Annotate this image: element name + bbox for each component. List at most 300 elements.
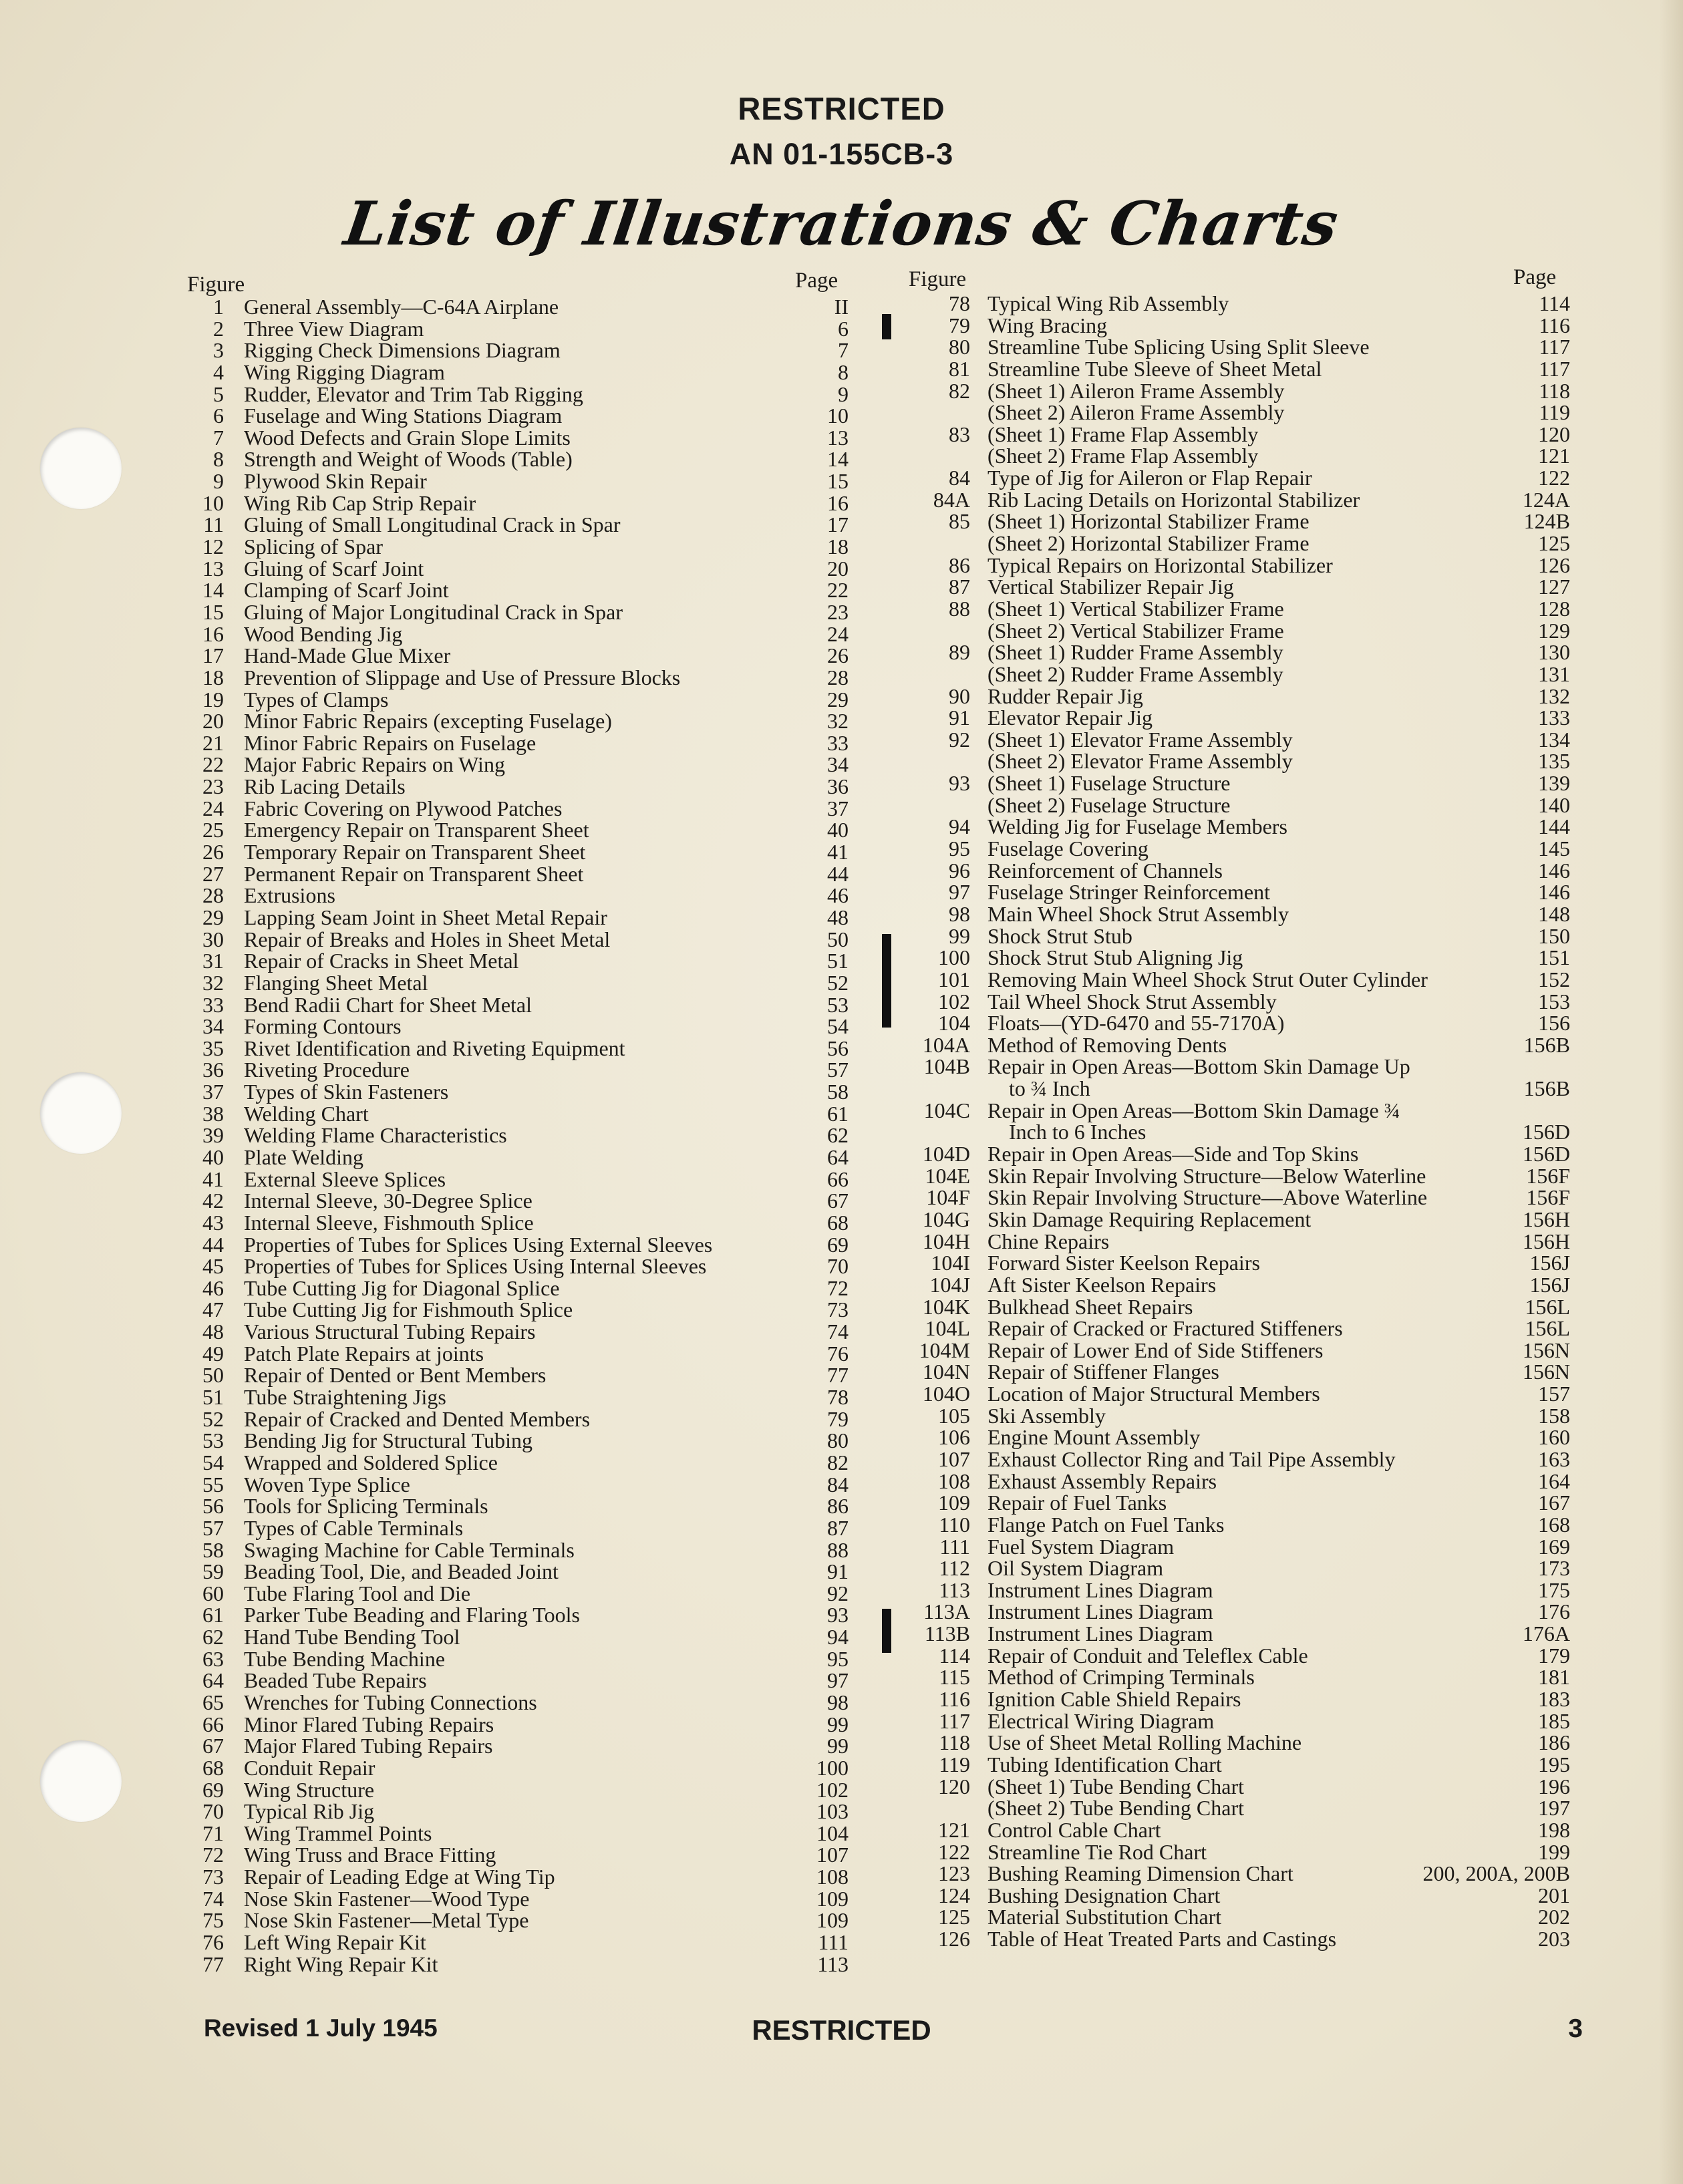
page-reference: 29 <box>827 687 849 712</box>
figure-title: Gluing of Scarf Joint <box>244 556 424 581</box>
figure-title: Welding Flame Characteristics <box>244 1123 507 1148</box>
figure-title: Fuel System Diagram <box>987 1534 1175 1559</box>
page-reference: 156F <box>1526 1163 1570 1188</box>
page-reference: 8 <box>838 359 849 384</box>
page-reference: 195 <box>1538 1752 1570 1776</box>
figure-number: 104C <box>923 1098 970 1122</box>
figure-number: 71 <box>202 1821 224 1845</box>
figure-title: Major Flared Tubing Repairs <box>244 1734 493 1758</box>
page-edge-shadow <box>1659 0 1683 2184</box>
figure-number: 70 <box>202 1799 224 1824</box>
list-item <box>164 1255 849 1277</box>
figure-title: Minor Flared Tubing Repairs <box>244 1712 494 1736</box>
page-reference: 46 <box>827 883 849 908</box>
figure-title: (Sheet 1) Vertical Stabilizer Frame <box>987 596 1284 621</box>
figure-title: Electrical Wiring Diagram <box>987 1708 1215 1733</box>
figure-title: Bushing Reaming Dimension Chart <box>987 1861 1293 1886</box>
list-item <box>164 339 849 361</box>
left-figure-column-header: Figure <box>187 273 245 297</box>
figure-title: Location of Major Structural Members <box>987 1382 1320 1406</box>
list-item <box>164 1343 849 1365</box>
figure-title: Reinforcement of Channels <box>987 858 1223 883</box>
binder-hole-middle <box>40 1072 122 1154</box>
list-item <box>164 383 849 406</box>
list-item <box>902 336 1570 358</box>
figure-title: Wood Defects and Grain Slope Limits <box>244 425 571 450</box>
figure-title: Welding Jig for Fuselage Members <box>987 814 1287 839</box>
page-reference: 107 <box>816 1843 849 1867</box>
page-reference: 118 <box>1539 378 1570 403</box>
figure-number: 76 <box>202 1930 224 1955</box>
figure-title: Welding Chart <box>244 1101 369 1126</box>
list-item <box>902 1143 1570 1165</box>
list-item <box>164 863 849 885</box>
page-reference: 176 <box>1538 1599 1570 1624</box>
list-item <box>902 1688 1570 1710</box>
figure-number: 63 <box>202 1646 224 1671</box>
figure-number: 90 <box>949 683 970 708</box>
page-reference: 176A <box>1522 1621 1570 1646</box>
list-item <box>164 1779 849 1801</box>
figure-title: Woven Type Splice <box>244 1472 410 1497</box>
figure-number: 48 <box>202 1319 224 1344</box>
figure-number: 87 <box>949 575 970 599</box>
figure-title: Wing Structure <box>244 1777 375 1802</box>
list-item <box>164 907 849 929</box>
figure-title: Prevention of Slippage and Use of Pressure Blocks <box>244 665 681 689</box>
document-number: AN 01-155CB-3 <box>729 137 954 171</box>
figure-title: Ski Assembly <box>987 1403 1106 1428</box>
figure-number: 89 <box>949 640 970 665</box>
page-reference: 156 <box>1538 1011 1570 1036</box>
figure-number: 49 <box>202 1341 224 1366</box>
list-item <box>902 1296 1570 1318</box>
page-reference: 56 <box>827 1036 849 1060</box>
figure-number: 75 <box>202 1908 224 1933</box>
list-item <box>902 315 1570 337</box>
page-reference: 94 <box>827 1625 849 1650</box>
page-reference: 127 <box>1538 575 1570 599</box>
page-reference: 164 <box>1538 1468 1570 1493</box>
figure-number: 115 <box>939 1665 970 1690</box>
page-reference: 128 <box>1538 596 1570 621</box>
figure-title: Patch Plate Repairs at joints <box>244 1341 484 1366</box>
figure-title: Instrument Lines Diagram <box>987 1621 1213 1646</box>
page-reference: 98 <box>827 1690 849 1714</box>
list-item <box>164 1692 849 1714</box>
figure-number: 13 <box>202 556 224 581</box>
figure-number: 54 <box>202 1450 224 1474</box>
list-item <box>164 754 849 776</box>
figure-title: (Sheet 2) Aileron Frame Assembly <box>987 400 1285 425</box>
figure-title: (Sheet 2) Frame Flap Assembly <box>987 444 1259 468</box>
page-reference: 53 <box>827 992 849 1017</box>
right-figure-column-header: Figure <box>909 267 967 291</box>
figure-number: 9 <box>213 469 224 494</box>
page-reference: 146 <box>1538 858 1570 883</box>
figure-number: 82 <box>949 378 970 403</box>
list-item <box>902 794 1570 816</box>
figure-title: Swaging Machine for Cable Terminals <box>244 1537 575 1562</box>
figure-title: Wing Rigging Diagram <box>244 359 445 384</box>
figure-number: 27 <box>202 861 224 886</box>
page-reference: 74 <box>827 1319 849 1344</box>
figure-title: Parker Tube Beading and Flaring Tools <box>244 1603 580 1627</box>
page-reference: 117 <box>1539 335 1570 359</box>
page-reference: 72 <box>827 1275 849 1300</box>
figure-number: 104J <box>929 1272 970 1297</box>
figure-title: (Sheet 2) Tube Bending Chart <box>987 1796 1244 1821</box>
figure-number: 104G <box>922 1207 970 1231</box>
page-reference: 158 <box>1538 1403 1570 1428</box>
figure-title: Aft Sister Keelson Repairs <box>987 1272 1217 1297</box>
list-item <box>902 1056 1570 1099</box>
page-reference: 32 <box>827 709 849 734</box>
list-item <box>164 1299 849 1321</box>
figure-number: 14 <box>202 578 224 603</box>
page-reference: 15 <box>827 469 849 494</box>
page-reference: 183 <box>1538 1687 1570 1712</box>
list-item <box>164 1626 849 1648</box>
page-title: List of Illustrations & Charts <box>340 188 1343 259</box>
list-item <box>902 424 1570 446</box>
page-reference: II <box>834 295 849 319</box>
figure-number: 102 <box>938 989 970 1013</box>
page-reference: 23 <box>827 599 849 624</box>
page-reference: 157 <box>1538 1382 1570 1406</box>
figure-number: 122 <box>938 1839 970 1864</box>
figure-number: 83 <box>949 422 970 446</box>
list-item <box>164 1714 849 1736</box>
page-reference: 146 <box>1538 880 1570 905</box>
figure-number: 47 <box>202 1297 224 1322</box>
list-item <box>902 1601 1570 1623</box>
page-reference: 99 <box>827 1712 849 1736</box>
figure-title: Wrenches for Tubing Connections <box>244 1690 537 1714</box>
figure-number: 31 <box>202 949 224 973</box>
page-reference: 156D <box>1522 1142 1570 1166</box>
page-reference: 97 <box>827 1668 849 1693</box>
figure-title: Hand Tube Bending Tool <box>244 1625 460 1650</box>
list-item <box>164 1452 849 1474</box>
figure-number: 57 <box>202 1515 224 1540</box>
page-reference: 197 <box>1538 1796 1570 1821</box>
figure-number: 104E <box>925 1163 970 1188</box>
page-reference: 48 <box>827 905 849 929</box>
figure-title: Tail Wheel Shock Strut Assembly <box>987 989 1277 1013</box>
list-item <box>164 1168 849 1191</box>
figure-number: 104I <box>931 1251 970 1275</box>
figure-title: Fuselage Stringer Reinforcement <box>987 880 1270 905</box>
figure-title: (Sheet 1) Frame Flap Assembly <box>987 422 1259 446</box>
figure-number: 113 <box>939 1577 970 1602</box>
figure-title: Type of Jig for Aileron or Flap Repair <box>987 466 1312 490</box>
page-reference: 95 <box>827 1646 849 1671</box>
figure-title: Wing Truss and Brace Fitting <box>244 1843 496 1867</box>
figure-title: Repair of Cracked and Dented Members <box>244 1406 591 1431</box>
page-reference: 186 <box>1538 1730 1570 1755</box>
list-item <box>902 772 1570 794</box>
page-reference: 91 <box>827 1559 849 1584</box>
figure-title: Forming Contours <box>244 1014 402 1039</box>
figure-title: (Sheet 2) Fuselage Structure <box>987 792 1231 817</box>
list-item <box>164 1386 849 1408</box>
list-item <box>902 293 1570 315</box>
figure-title: Internal Sleeve, 30-Degree Splice <box>244 1189 532 1213</box>
list-item <box>164 950 849 972</box>
page-reference: 144 <box>1538 814 1570 839</box>
figure-number: 34 <box>202 1014 224 1039</box>
figure-title: Wrapped and Soldered Splice <box>244 1450 498 1474</box>
page-reference: 117 <box>1539 356 1570 381</box>
figure-title: Table of Heat Treated Parts and Castings <box>987 1927 1337 1952</box>
figure-title: Typical Wing Rib Assembly <box>987 291 1229 315</box>
list-item <box>902 598 1570 620</box>
figure-number: 104M <box>919 1338 970 1362</box>
figure-number: 81 <box>949 356 970 381</box>
figure-title: (Sheet 1) Aileron Frame Assembly <box>987 378 1285 403</box>
left-illustration-list <box>164 296 849 1975</box>
figure-title: Tools for Splicing Terminals <box>244 1494 488 1519</box>
figure-number: 84A <box>933 487 970 512</box>
figure-title: Bend Radii Chart for Sheet Metal <box>244 992 532 1017</box>
page-reference: 78 <box>827 1385 849 1410</box>
figure-title: Flanging Sheet Metal <box>244 970 428 995</box>
page-reference: 92 <box>827 1581 849 1605</box>
list-item <box>164 492 849 514</box>
figure-number: 5 <box>213 381 224 406</box>
figure-number: 35 <box>202 1036 224 1060</box>
figure-number: 37 <box>202 1080 224 1104</box>
page-reference: 87 <box>827 1515 849 1540</box>
figure-title: Engine Mount Assembly <box>987 1425 1201 1450</box>
figure-number: 51 <box>202 1385 224 1410</box>
list-item <box>902 1274 1570 1296</box>
list-item <box>902 555 1570 577</box>
figure-number: 44 <box>202 1232 224 1257</box>
figure-title: Repair of Stiffener Flanges <box>987 1360 1219 1384</box>
page-reference: 153 <box>1538 989 1570 1013</box>
list-item <box>164 296 849 318</box>
page-reference: 125 <box>1538 531 1570 556</box>
figure-number: 59 <box>202 1559 224 1584</box>
figure-title: Minor Fabric Repairs (excepting Fuselage) <box>244 709 612 734</box>
figure-number: 21 <box>202 730 224 755</box>
figure-title: Strength and Weight of Woods (Table) <box>244 447 573 472</box>
figure-title: General Assembly—C-64A Airplane <box>244 295 559 319</box>
list-item <box>902 620 1570 642</box>
list-item <box>164 1866 849 1888</box>
figure-title: Instrument Lines Diagram <box>987 1577 1213 1602</box>
list-item <box>902 1732 1570 1754</box>
figure-number: 65 <box>202 1690 224 1714</box>
page-reference: 119 <box>1539 400 1570 425</box>
list-item <box>164 1103 849 1125</box>
figure-title: Vertical Stabilizer Repair Jig <box>987 575 1234 599</box>
page-reference: 68 <box>827 1210 849 1235</box>
list-item <box>902 1383 1570 1405</box>
figure-number: 43 <box>202 1210 224 1235</box>
figure-title: Main Wheel Shock Strut Assembly <box>987 901 1289 926</box>
list-item <box>164 1561 849 1583</box>
list-item <box>164 623 849 645</box>
list-item <box>164 1823 849 1845</box>
figure-title: Typical Repairs on Horizontal Stabilizer <box>987 553 1333 577</box>
page-reference: 69 <box>827 1232 849 1257</box>
figure-title: Shock Strut Stub Aligning Jig <box>987 945 1243 970</box>
figure-title: Splicing of Spar <box>244 534 383 559</box>
list-item <box>902 816 1570 838</box>
list-item <box>902 1797 1570 1819</box>
list-item <box>164 1408 849 1430</box>
figure-number: 112 <box>939 1556 970 1581</box>
right-page-column-header: Page <box>1513 265 1557 289</box>
figure-number: 104H <box>922 1229 970 1253</box>
figure-title: Method of Removing Dents <box>987 1032 1227 1057</box>
figure-title: Repair of Conduit and Teleflex Cable <box>987 1643 1308 1668</box>
page-reference: 104 <box>816 1821 849 1845</box>
revision-date: Revised 1 July 1945 <box>204 2014 438 2042</box>
page-number: 3 <box>1568 2014 1583 2043</box>
figure-number: 77 <box>202 1952 224 1976</box>
page-reference: 150 <box>1538 923 1570 948</box>
figure-number: 111 <box>939 1534 970 1559</box>
list-item <box>902 1579 1570 1601</box>
page-reference: 199 <box>1538 1839 1570 1864</box>
list-item <box>164 514 849 536</box>
list-item <box>902 489 1570 511</box>
page-reference: 77 <box>827 1363 849 1388</box>
page-reference: 57 <box>827 1058 849 1082</box>
list-item <box>902 576 1570 598</box>
page-reference: 41 <box>827 840 849 865</box>
list-item <box>902 402 1570 424</box>
figure-title: Wood Bending Jig <box>244 621 403 646</box>
figure-title: Major Fabric Repairs on Wing <box>244 752 505 777</box>
figure-title: Rudder Repair Jig <box>987 683 1143 708</box>
list-item <box>164 558 849 580</box>
list-item <box>164 819 849 841</box>
figure-number: 116 <box>939 1687 970 1712</box>
list-item <box>902 1514 1570 1536</box>
figure-title: Types of Clamps <box>244 687 389 712</box>
list-item <box>902 729 1570 751</box>
list-item <box>902 467 1570 489</box>
figure-title: Exhaust Collector Ring and Tail Pipe Assembly <box>987 1446 1396 1471</box>
list-item <box>164 689 849 711</box>
figure-number: 30 <box>202 927 224 951</box>
figure-number: 106 <box>938 1425 970 1450</box>
figure-number: 8 <box>213 447 224 472</box>
page-reference: 36 <box>827 774 849 799</box>
page-reference: 64 <box>827 1144 849 1169</box>
revision-bar <box>882 934 891 1028</box>
figure-title: Streamline Tube Splicing Using Split Sleeve <box>987 335 1370 359</box>
list-item <box>164 1059 849 1081</box>
figure-title: Fuselage Covering <box>987 836 1149 861</box>
page-reference: 14 <box>827 447 849 472</box>
list-item <box>164 1364 849 1386</box>
page-reference: 99 <box>827 1734 849 1758</box>
list-item <box>164 710 849 732</box>
list-item <box>902 1666 1570 1688</box>
list-item <box>164 1146 849 1168</box>
figure-number: 119 <box>939 1752 970 1776</box>
list-item <box>164 536 849 558</box>
figure-number: 105 <box>938 1403 970 1428</box>
figure-number: 99 <box>949 923 970 948</box>
page-reference: 201 <box>1538 1883 1570 1907</box>
figure-title: Tubing Identification Chart <box>987 1752 1222 1776</box>
list-item <box>164 798 849 820</box>
figure-number: 91 <box>949 706 970 730</box>
page-reference: 103 <box>816 1799 849 1824</box>
page-reference: 169 <box>1538 1534 1570 1559</box>
page-reference: 121 <box>1538 444 1570 468</box>
page-reference: 179 <box>1538 1643 1570 1668</box>
figure-title: Typical Rib Jig <box>244 1799 375 1824</box>
list-item <box>902 1885 1570 1907</box>
figure-title: Removing Main Wheel Shock Strut Outer Cylinder <box>987 967 1428 991</box>
page-reference: 86 <box>827 1494 849 1519</box>
figure-number: 98 <box>949 901 970 926</box>
figure-title: Repair of Lower End of Side Stiffeners <box>987 1338 1324 1362</box>
list-item <box>902 707 1570 729</box>
list-item <box>902 969 1570 991</box>
page-reference: 202 <box>1538 1905 1570 1929</box>
list-item <box>902 641 1570 663</box>
figure-number: 104K <box>922 1294 970 1319</box>
page-reference: 13 <box>827 425 849 450</box>
figure-title: Use of Sheet Metal Rolling Machine <box>987 1730 1302 1755</box>
list-item <box>902 532 1570 555</box>
binder-hole-top <box>40 428 122 509</box>
figure-number: 42 <box>202 1189 224 1213</box>
figure-title: Gluing of Major Longitudinal Crack in Spar <box>244 599 623 624</box>
page-reference: 58 <box>827 1080 849 1104</box>
figure-number: 104N <box>922 1360 970 1384</box>
page-reference: 124A <box>1522 487 1570 512</box>
figure-title: Types of Skin Fasteners <box>244 1080 449 1104</box>
figure-title: Wing Bracing <box>987 313 1108 337</box>
figure-number: 74 <box>202 1886 224 1911</box>
page-reference: 100 <box>816 1755 849 1780</box>
figure-number: 58 <box>202 1537 224 1562</box>
page-reference: 102 <box>816 1777 849 1802</box>
list-item <box>164 1954 849 1976</box>
figure-title: Repair in Open Areas—Bottom Skin Damage ¾ <box>987 1098 1400 1122</box>
figure-number: 121 <box>938 1817 970 1842</box>
page-reference: 17 <box>827 512 849 537</box>
figure-number: 118 <box>939 1730 970 1755</box>
figure-number: 40 <box>202 1144 224 1169</box>
figure-title: Oil System Diagram <box>987 1556 1164 1581</box>
figure-number: 88 <box>949 596 970 621</box>
list-item <box>902 1819 1570 1841</box>
list-item <box>164 1888 849 1910</box>
figure-number: 41 <box>202 1166 224 1191</box>
list-item <box>902 1557 1570 1579</box>
figure-title: (Sheet 1) Rudder Frame Assembly <box>987 640 1283 665</box>
figure-title: Wing Rib Cap Strip Repair <box>244 490 476 515</box>
binder-hole-bottom <box>40 1740 122 1822</box>
figure-title: Nose Skin Fastener—Metal Type <box>244 1908 529 1933</box>
figure-number: 55 <box>202 1472 224 1497</box>
list-item <box>164 732 849 754</box>
page-reference: 196 <box>1538 1774 1570 1799</box>
figure-number: 126 <box>938 1927 970 1952</box>
figure-number: 15 <box>202 599 224 624</box>
